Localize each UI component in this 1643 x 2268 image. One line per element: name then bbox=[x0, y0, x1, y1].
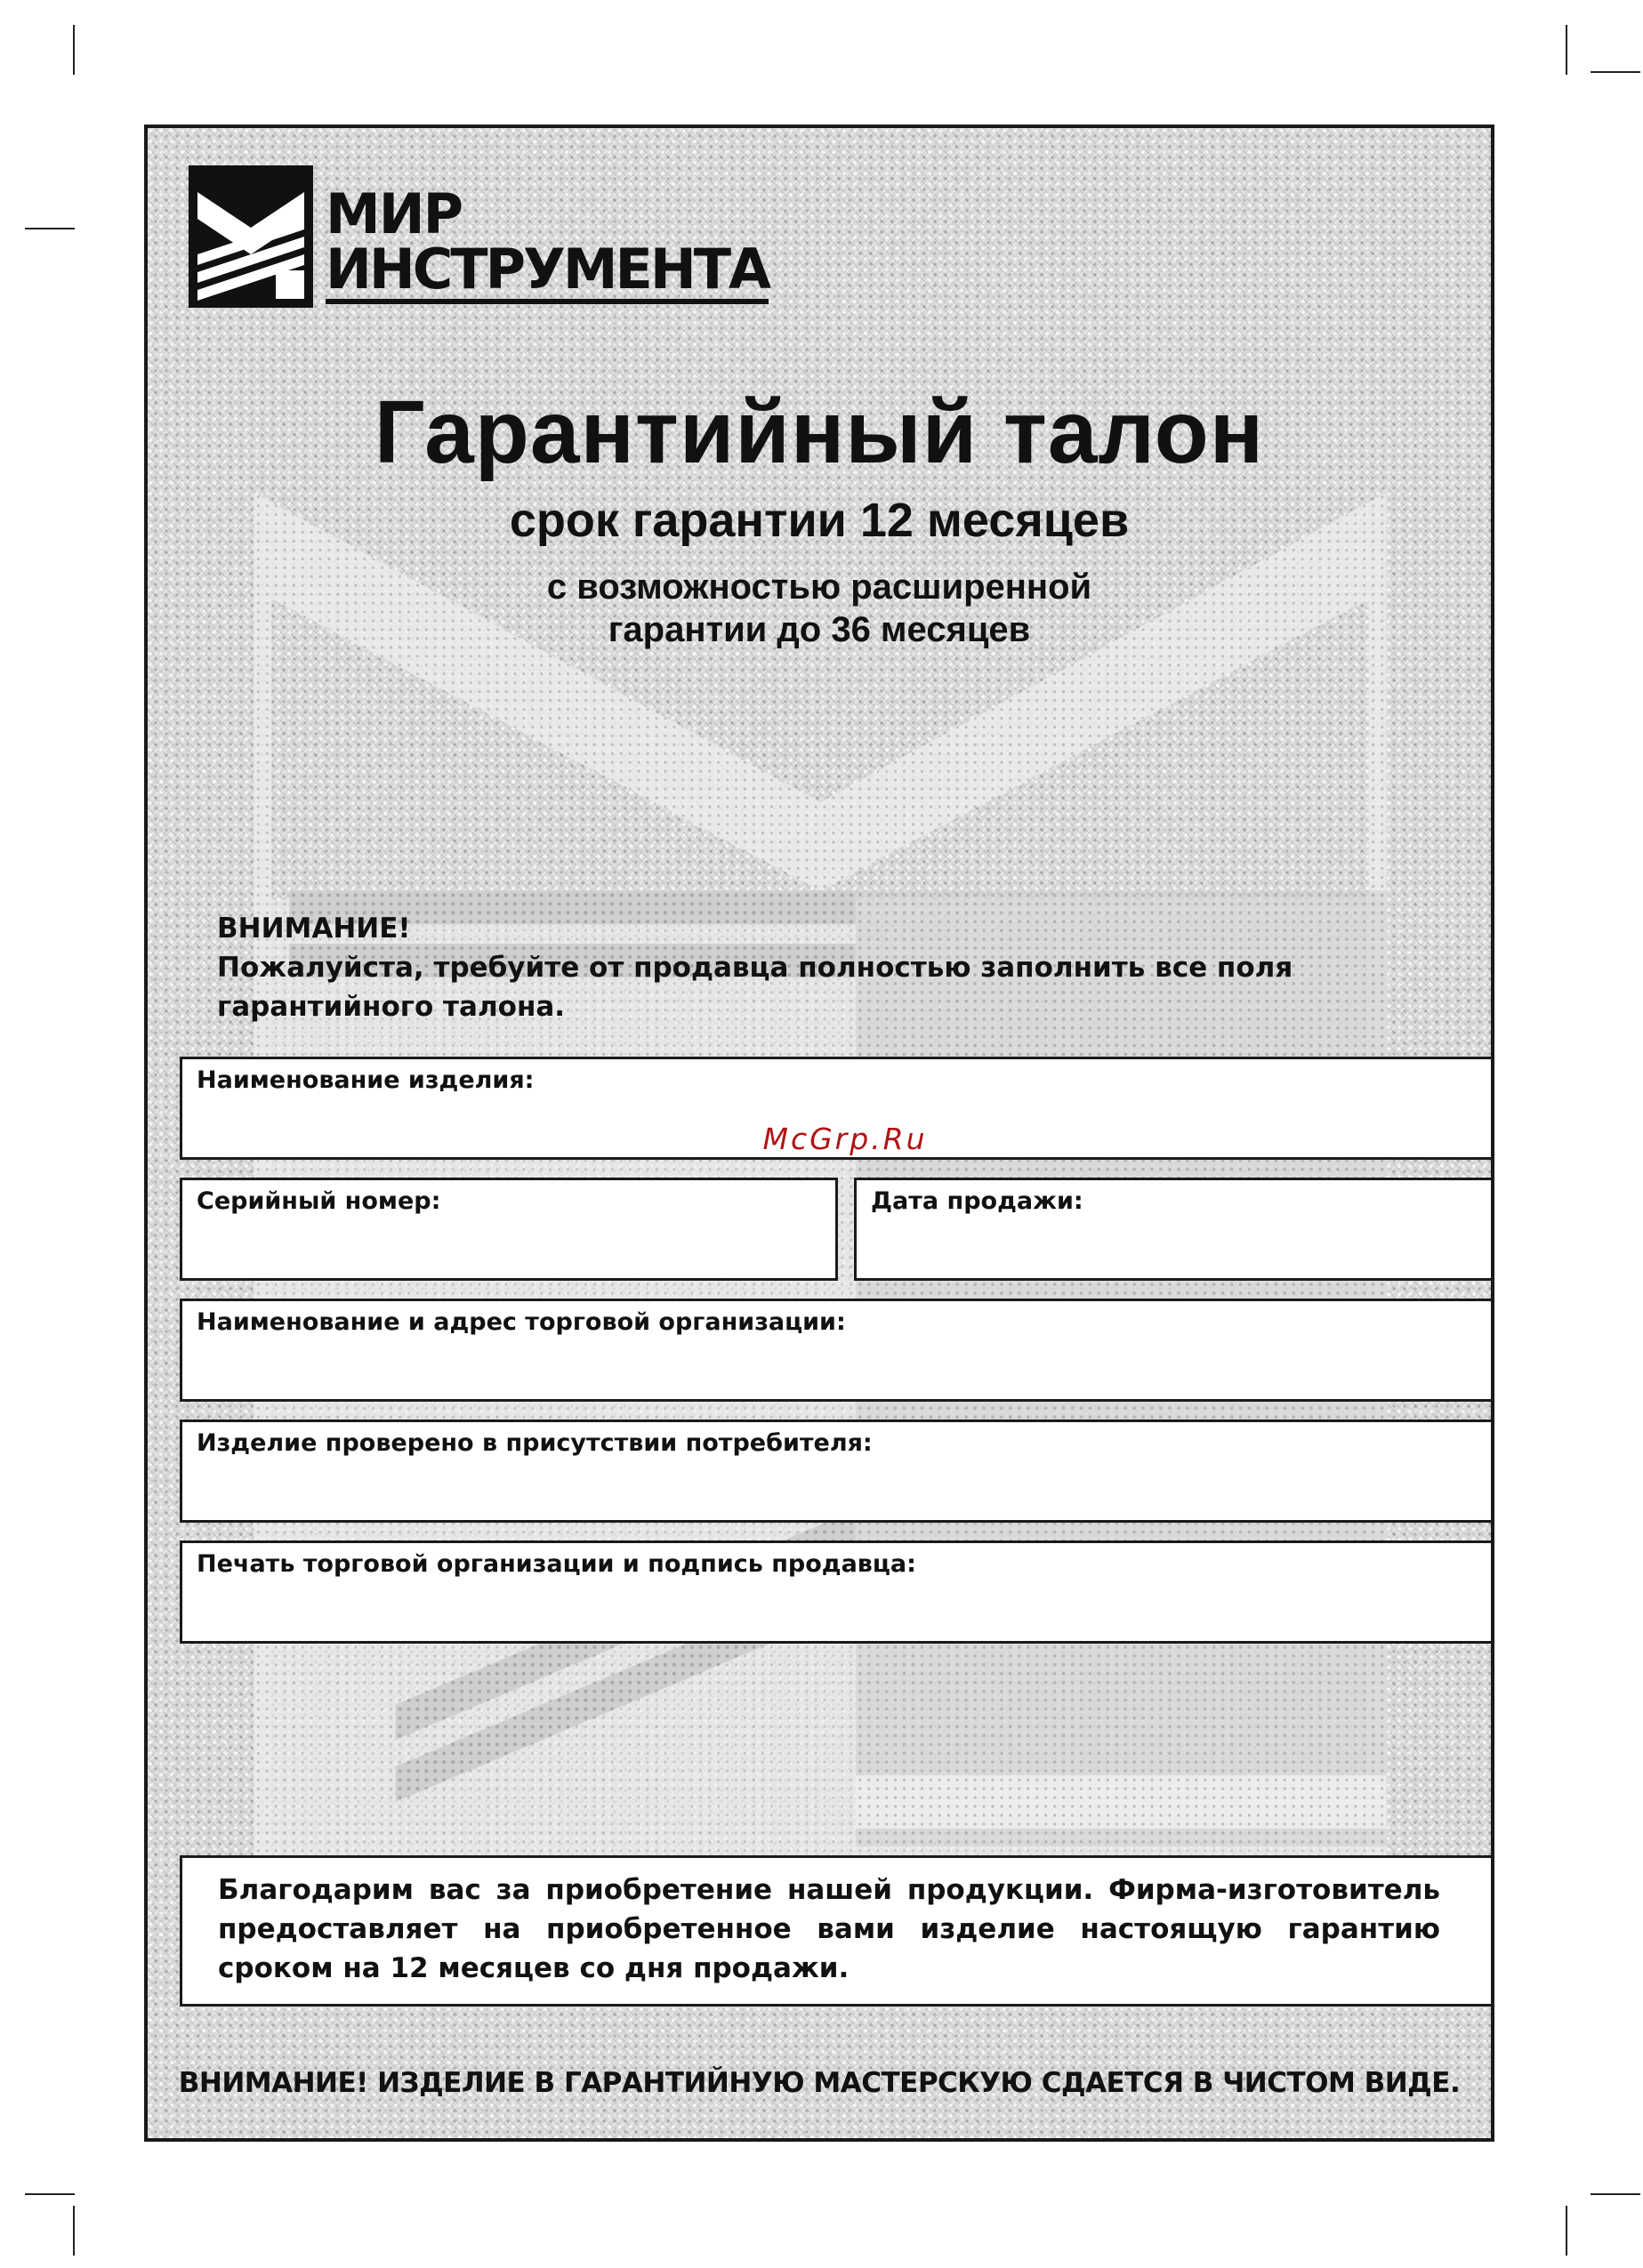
brand-name-line-2: ИНСТРУМЕНТА bbox=[326, 242, 769, 304]
attention-heading: ВНИМАНИЕ! bbox=[217, 913, 411, 945]
store-name-address-label: Наименование и адрес торговой организации: bbox=[197, 1308, 846, 1336]
attention-block bbox=[217, 909, 1409, 1026]
crop-mark-right-bottom bbox=[1591, 2193, 1640, 2195]
footer-notice: ВНИМАНИЕ! ИЗДЕЛИЕ В ГАРАНТИЙНУЮ МАСТЕРСКУЮ СДАЕТСЯ В ЧИСТОМ ВИДЕ. bbox=[178, 2067, 1461, 2099]
watermark-text: McGrp.Ru bbox=[762, 1122, 928, 1156]
extended-warranty-note bbox=[148, 566, 1491, 651]
brand-name bbox=[326, 181, 769, 304]
brand-name-line-1: МИР bbox=[326, 181, 463, 246]
crop-mark-bottom-right bbox=[1566, 2206, 1567, 2256]
crop-mark-left-bottom bbox=[25, 2193, 75, 2195]
brand-logo bbox=[189, 165, 769, 308]
checked-with-consumer-field[interactable] bbox=[180, 1420, 1494, 1523]
crop-mark-bottom-left bbox=[73, 2206, 75, 2256]
checked-with-consumer-label: Изделие проверено в присутствии потребителя: bbox=[197, 1429, 873, 1457]
attention-line-2: гарантийного талона. bbox=[217, 991, 566, 1023]
crop-mark-top-right bbox=[1566, 25, 1567, 75]
serial-number-label: Серийный номер: bbox=[197, 1187, 441, 1215]
serial-number-field[interactable] bbox=[180, 1178, 838, 1281]
product-name-label: Наименование изделия: bbox=[197, 1066, 535, 1094]
thanks-text: Благодарим вас за приобретение нашей продукции. Фирма-изготовитель предоставляет на приобретенное вами изделие настоящую гарантию сроком на 12 месяцев со дня продажи. bbox=[180, 1855, 1494, 2007]
crop-mark-top-left bbox=[73, 25, 75, 75]
crop-mark-left-top bbox=[25, 228, 75, 229]
warranty-term: срок гарантии 12 месяцев bbox=[509, 494, 1130, 547]
sale-date-label: Дата продажи: bbox=[871, 1187, 1083, 1215]
brand-logo-mark-icon bbox=[189, 165, 313, 308]
attention-line-1: Пожалуйста, требуйте от продавца полностью заполнить все поля bbox=[217, 952, 1293, 984]
sale-date-field[interactable] bbox=[854, 1178, 1494, 1281]
crop-mark-right-top bbox=[1591, 71, 1640, 73]
extended-warranty-line-2: гарантии до 36 месяцев bbox=[608, 610, 1031, 649]
stamp-signature-field[interactable] bbox=[180, 1540, 1494, 1644]
page-title: Гарантийный талон bbox=[374, 382, 1265, 482]
extended-warranty-line-1: с возможностью расширенной bbox=[546, 567, 1092, 607]
bg-bottom-rect bbox=[856, 1775, 1387, 1829]
stamp-signature-label: Печать торговой организации и подпись продавца: bbox=[197, 1550, 916, 1578]
store-name-address-field[interactable] bbox=[180, 1299, 1494, 1402]
warranty-card bbox=[144, 125, 1494, 2142]
product-name-field[interactable] bbox=[180, 1057, 1494, 1160]
